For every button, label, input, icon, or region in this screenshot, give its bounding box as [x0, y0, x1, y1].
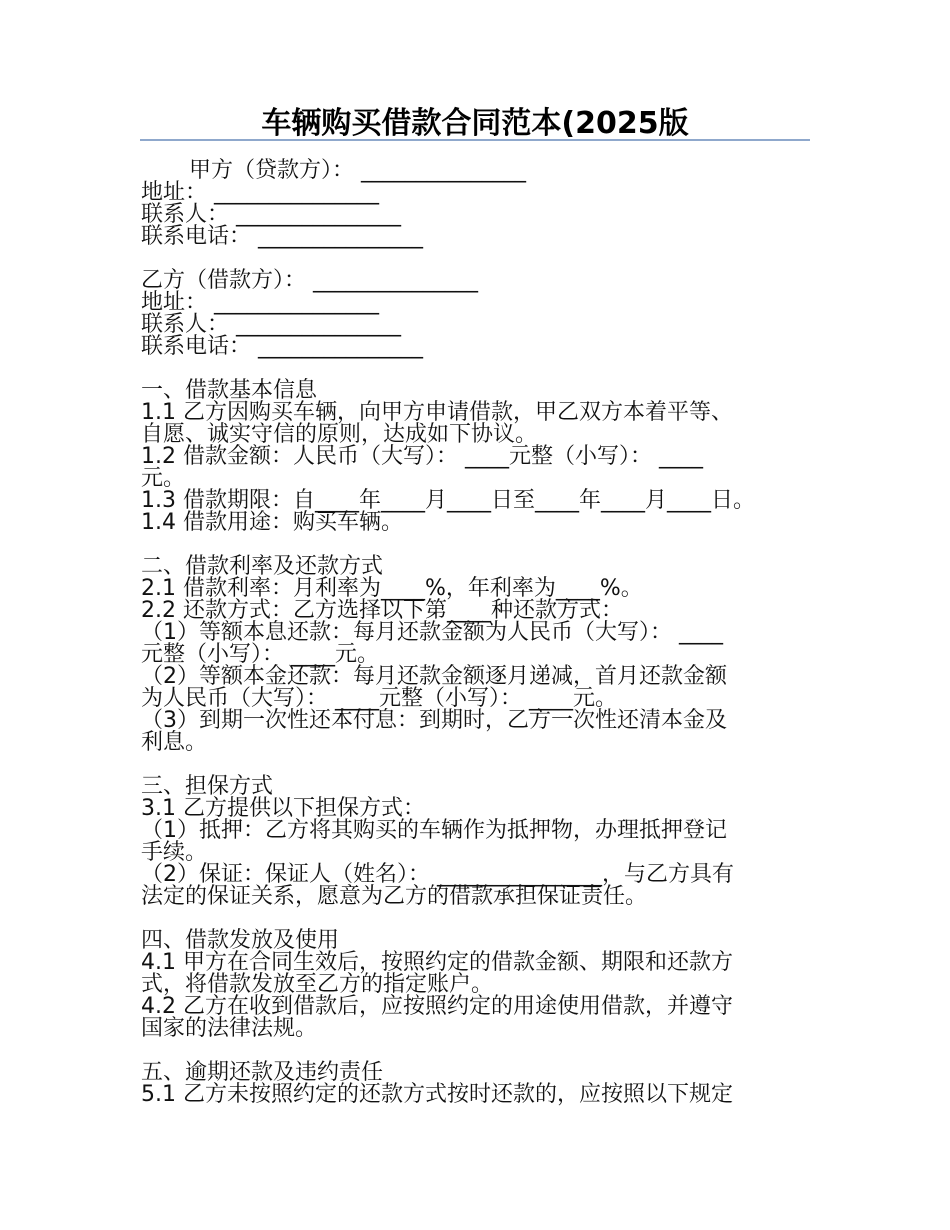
section-1	[141, 380, 805, 534]
section-4	[141, 930, 805, 1040]
paragraph-line: 3.1 乙方提供以下担保方式：	[141, 796, 425, 821]
party-b-header: 乙方（借款方）： _______________	[141, 268, 478, 293]
party-a-block	[141, 160, 805, 248]
paragraph-line: 2.2 还款方式：乙方选择以下第____种还款方式：	[141, 598, 623, 623]
paragraph-line: 手续。	[141, 840, 208, 865]
party-b-phone: 联系电话： _______________	[141, 334, 423, 359]
party-a-contact: 联系人： _______________	[141, 202, 401, 227]
paragraph-line: 1.2 借款金额：人民币（大写）： ____元整（小写）： ____	[141, 444, 703, 469]
paragraph-line: （1）抵押：乙方将其购买的车辆作为抵押物，办理抵押登记	[141, 818, 727, 843]
document-body	[141, 160, 805, 1106]
spacer	[141, 1040, 805, 1062]
paragraph-line: 4.1 甲方在合同生效后，按照约定的借款金额、期限和还款方	[141, 950, 733, 975]
paragraph-line: 法定的保证关系，愿意为乙方的借款承担保证责任。	[141, 884, 648, 909]
document-title: 车辆购买借款合同范本(2025版	[261, 106, 689, 141]
spacer	[141, 754, 805, 776]
party-b-block	[141, 270, 805, 358]
spacer	[141, 248, 805, 270]
paragraph-line: （2）保证：保证人（姓名）： _______________，与乙方具有	[141, 862, 734, 887]
paragraph-line: 国家的法律法规。	[141, 1016, 318, 1041]
paragraph-line: 2.1 借款利率：月利率为____%，年利率为____%。	[141, 576, 643, 601]
paragraph-line: 为人民币（大写）： ____元整（小写）： ____元。	[141, 686, 617, 711]
section-heading: 四、借款发放及使用	[141, 928, 340, 953]
section-heading: 五、逾期还款及违约责任	[141, 1060, 384, 1085]
party-b-contact: 联系人： _______________	[141, 312, 401, 337]
party-b-address: 地址： _______________	[141, 290, 379, 315]
section-5	[141, 1062, 805, 1106]
spacer	[141, 358, 805, 380]
paragraph-line: 自愿、诚实守信的原则，达成如下协议。	[141, 422, 538, 447]
spacer	[141, 908, 805, 930]
spacer	[141, 534, 805, 556]
section-3	[141, 776, 805, 908]
paragraph-line: 1.4 借款用途：购买车辆。	[141, 510, 403, 535]
paragraph-line: 元整（小写）： ____元。	[141, 642, 379, 667]
paragraph-line: （1）等额本息还款：每月还款金额为人民币（大写）： ____	[141, 620, 723, 645]
section-2	[141, 556, 805, 754]
section-heading: 三、担保方式	[141, 774, 274, 799]
section-heading: 一、借款基本信息	[141, 378, 318, 403]
party-a-phone: 联系电话： _______________	[141, 224, 423, 249]
section-heading: 二、借款利率及还款方式	[141, 554, 384, 579]
paragraph-line: 1.3 借款期限：自____年____月____日至____年____月____日。	[141, 488, 755, 513]
title-underline	[140, 139, 810, 141]
paragraph-line: 利息。	[141, 730, 208, 755]
paragraph-line: （3）到期一次性还本付息：到期时，乙方一次性还清本金及	[141, 708, 727, 733]
paragraph-line: （2）等额本金还款：每月还款金额逐月递减，首月还款金额	[141, 664, 727, 689]
paragraph-line: 式，将借款发放至乙方的指定账户。	[141, 972, 494, 997]
paragraph-line: 5.1 乙方未按照约定的还款方式按时还款的，应按照以下规定	[141, 1082, 733, 1107]
paragraph-line: 4.2 乙方在收到借款后，应按照约定的用途使用借款，并遵守	[141, 994, 733, 1019]
party-a-address: 地址： _______________	[141, 180, 379, 205]
paragraph-line: 1.1 乙方因购买车辆，向甲方申请借款，甲乙双方本着平等、	[141, 400, 733, 425]
party-a-header: 甲方（贷款方）： _______________	[189, 158, 526, 183]
paragraph-line: 元。	[141, 466, 186, 491]
